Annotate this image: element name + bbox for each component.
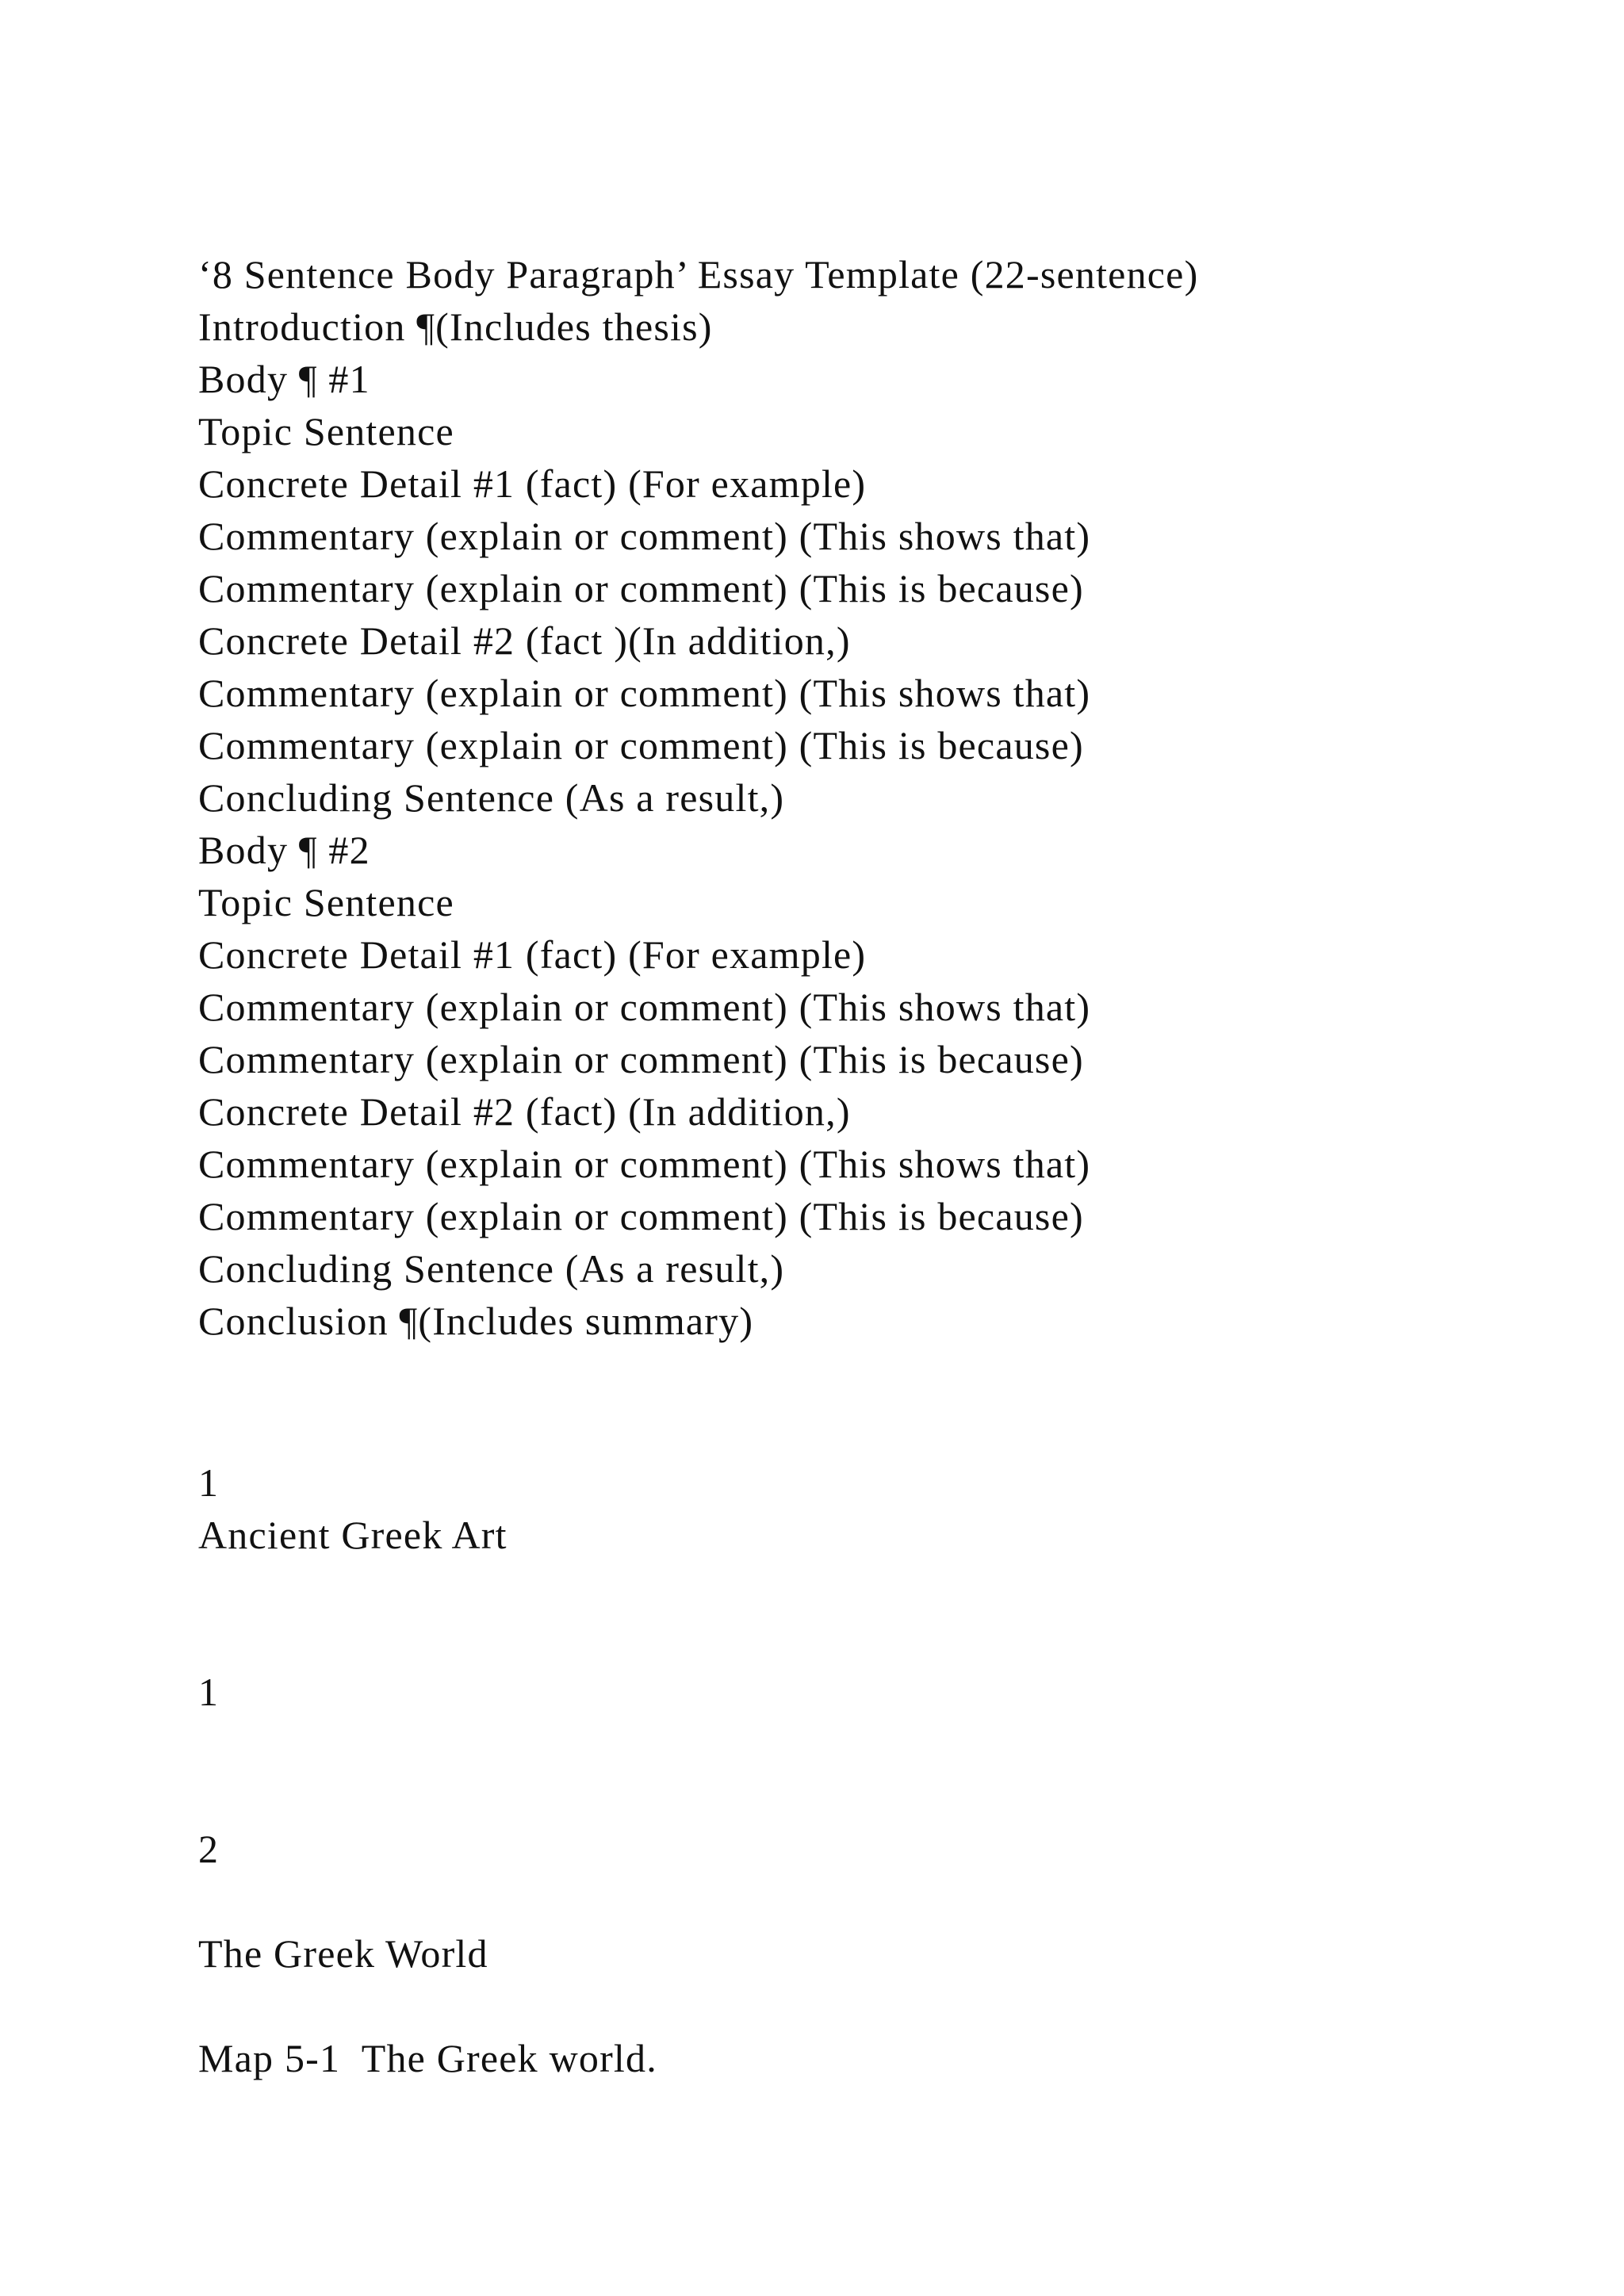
slide2-title: The Greek World xyxy=(198,1931,488,1976)
body2-heading: Body ¶ #2 xyxy=(198,828,370,872)
body2-commentary-2: Commentary (explain or comment) (This is because) xyxy=(198,1037,1084,1081)
slide1-footer-number: 1 xyxy=(198,1670,220,1714)
body2-commentary-4: Commentary (explain or comment) (This is because) xyxy=(198,1194,1084,1238)
body2-concluding-sentence: Concluding Sentence (As a result,) xyxy=(198,1246,785,1291)
body1-commentary-2: Commentary (explain or comment) (This is because) xyxy=(198,566,1084,610)
body2-commentary-1: Commentary (explain or comment) (This shows that) xyxy=(198,985,1091,1029)
slide1-number: 1 xyxy=(198,1460,220,1505)
body1-concrete-detail-2: Concrete Detail #2 (fact )(In addition,) xyxy=(198,618,851,663)
body2-topic-sentence: Topic Sentence xyxy=(198,880,454,924)
introduction-line: Introduction ¶(Includes thesis) xyxy=(198,304,713,349)
body1-commentary-4: Commentary (explain or comment) (This is because) xyxy=(198,723,1084,767)
body2-commentary-3: Commentary (explain or comment) (This shows that) xyxy=(198,1142,1091,1186)
body1-heading: Body ¶ #1 xyxy=(198,357,370,401)
template-title: ‘8 Sentence Body Paragraph’ Essay Template (22-sentence) xyxy=(198,252,1199,297)
body1-topic-sentence: Topic Sentence xyxy=(198,409,454,453)
conclusion-line: Conclusion ¶(Includes summary) xyxy=(198,1299,754,1343)
map-caption: Map 5-1 The Greek world. xyxy=(198,2036,657,2080)
essay-template xyxy=(198,248,1586,1347)
body2-concrete-detail-2: Concrete Detail #2 (fact) (In addition,) xyxy=(198,1089,851,1134)
body1-commentary-3: Commentary (explain or comment) (This shows that) xyxy=(198,671,1091,715)
body1-commentary-1: Commentary (explain or comment) (This shows that) xyxy=(198,514,1091,558)
body2-concrete-detail-1: Concrete Detail #1 (fact) (For example) xyxy=(198,932,867,977)
body1-concrete-detail-1: Concrete Detail #1 (fact) (For example) xyxy=(198,461,867,506)
slide2-number: 2 xyxy=(198,1827,220,1871)
slide1-title: Ancient Greek Art xyxy=(198,1513,508,1557)
body1-concluding-sentence: Concluding Sentence (As a result,) xyxy=(198,775,785,820)
